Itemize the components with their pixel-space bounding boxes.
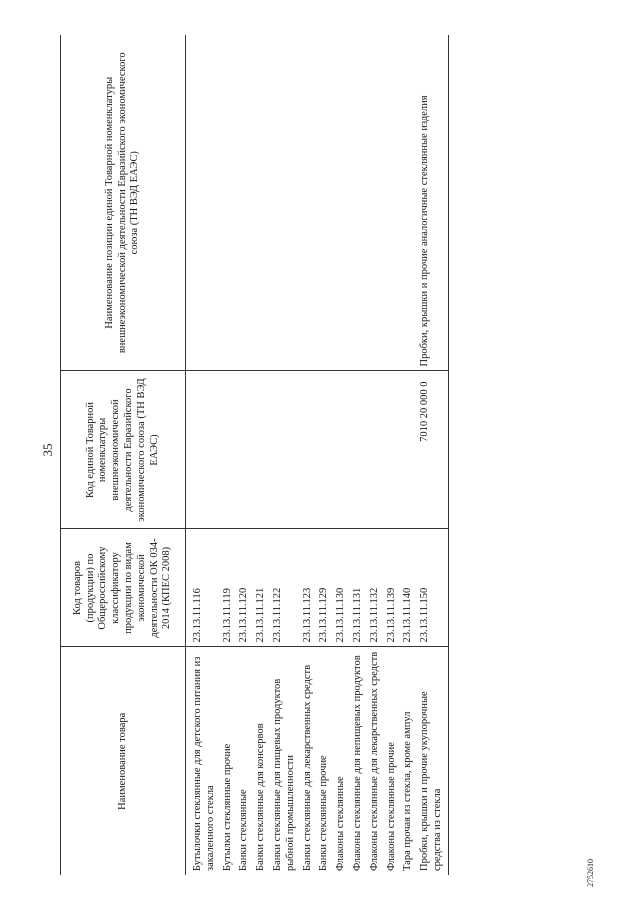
table-row (368, 35, 385, 875)
cell-tnved-code: 7010 20 000 0 (418, 371, 448, 529)
cell-product-name: Банки стеклянные прочие (318, 755, 330, 871)
cell-product-name: Банки стеклянные для лекарственных средств (301, 664, 313, 871)
table-row (385, 35, 402, 875)
cell-tnved-name (301, 35, 318, 371)
cell-product-name: Флаконы стеклянные для непищевых продуктов (351, 655, 363, 871)
cell-tnved-code (237, 371, 254, 529)
header-okpd-code: Код товаров (продукции) по Общероссийскому классификатору продукции по видам экономической деятельности ОК 034-2014 (КПЕС 2008) (61, 529, 186, 647)
cell-tnved-name (271, 35, 301, 371)
cell-okpd-code: 23.13.11.131 (351, 529, 368, 647)
cell-product-name: Бутылочки стеклянные для детского питания из закаленного стекла (192, 656, 216, 871)
cell-product-name: Флаконы стеклянные (335, 776, 347, 871)
cell-tnved-code (385, 371, 402, 529)
cell-tnved-code (401, 371, 418, 529)
table-row (351, 35, 368, 875)
cell-okpd-code: 23.13.11.140 (401, 529, 418, 647)
cell-tnved-name (221, 35, 238, 371)
document-id: 2752610 (586, 859, 595, 887)
cell-tnved-name (401, 35, 418, 371)
cell-tnved-code (317, 371, 334, 529)
cell-okpd-code: 23.13.11.119 (221, 529, 238, 647)
cell-okpd-code: 23.13.11.129 (317, 529, 334, 647)
table-row (301, 35, 318, 875)
table-row (221, 35, 238, 875)
cell-product-name: Бутылки стеклянные прочие (221, 743, 233, 871)
cell-tnved-code (221, 371, 238, 529)
cell-tnved-name (237, 35, 254, 371)
cell-product-name: Пробки, крышки и прочие укупорочные средства из стекла (418, 647, 448, 875)
cell-tnved-code (254, 371, 271, 529)
cell-product-name: Банки стеклянные (238, 789, 250, 871)
header-product-name: Наименование товара (61, 647, 186, 875)
cell-okpd-code: 23.13.11.139 (385, 529, 402, 647)
cell-okpd-code: 23.13.11.132 (368, 529, 385, 647)
cell-okpd-code: 23.13.11.123 (301, 529, 318, 647)
cell-product-name: Тара прочая из стекла, кроме ампул (402, 711, 414, 871)
table-row (401, 35, 418, 875)
cell-tnved-code (186, 371, 221, 529)
cell-product-name: Банки стеклянные для консервов (255, 723, 267, 871)
cell-okpd-code: 23.13.11.122 (271, 529, 301, 647)
table-body (186, 35, 449, 875)
cell-tnved-name: Пробки, крышки и прочие аналогичные стеклянные изделия (418, 35, 448, 371)
table-row (237, 35, 254, 875)
table-row (254, 35, 271, 875)
cell-tnved-name (385, 35, 402, 371)
table-row (418, 35, 448, 875)
cell-tnved-name (254, 35, 271, 371)
cell-product-name: Банки стеклянные для пищевых продуктов рыбной промышленности (271, 678, 296, 871)
cell-okpd-code: 23.13.11.130 (334, 529, 351, 647)
cell-product-name: Флаконы стеклянные прочие (385, 742, 397, 871)
cell-tnved-code (368, 371, 385, 529)
header-tnved-name: Наименование позиции единой Товарной номенклатуры внешнеэкономической деятельности Евразийского экономического союза (ТН ВЭД ЕАЭС) (61, 35, 186, 371)
table-row (317, 35, 334, 875)
cell-okpd-code: 23.13.11.116 (186, 529, 221, 647)
page-number: 35 (40, 443, 55, 457)
cell-tnved-name (351, 35, 368, 371)
cell-tnved-code (301, 371, 318, 529)
cell-tnved-name (334, 35, 351, 371)
cell-tnved-code (351, 371, 368, 529)
cell-tnved-name (186, 35, 221, 371)
cell-okpd-code: 23.13.11.121 (254, 529, 271, 647)
cell-product-name: Флаконы стеклянные для лекарственных средств (368, 651, 380, 871)
goods-table (60, 35, 449, 875)
cell-tnved-name (368, 35, 385, 371)
cell-tnved-code (271, 371, 301, 529)
cell-tnved-name (317, 35, 334, 371)
table-row (334, 35, 351, 875)
header-tnved-code: Код единой Товарной номенклатуры внешнеэкономической деятельности Евразийского экономического союза (ТН ВЭД ЕАЭС) (61, 371, 186, 529)
table-row (271, 35, 301, 875)
cell-okpd-code: 23.13.11.150 (418, 529, 448, 647)
table-row (186, 35, 221, 875)
cell-okpd-code: 23.13.11.120 (237, 529, 254, 647)
table-header-row (61, 35, 186, 875)
cell-tnved-code (334, 371, 351, 529)
